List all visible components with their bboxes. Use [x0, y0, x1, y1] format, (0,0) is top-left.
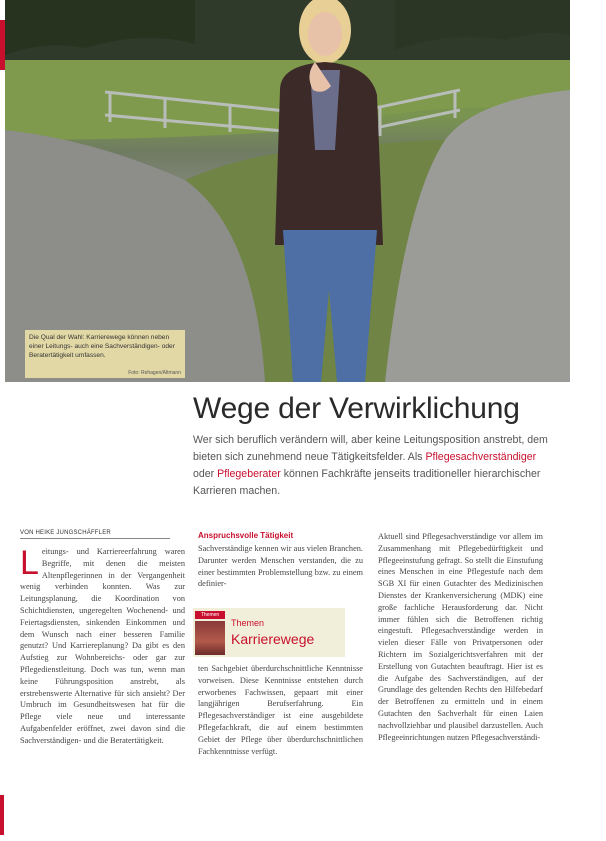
article-lead [193, 432, 553, 500]
column-2-text-a: Sachverständige kennen wir aus vielen Branchen. Darunter werden Menschen verstanden, die zu einer bestimmten Problemstellung bzw. zu einem definier- [198, 544, 363, 589]
column-2-text-b: ten Sachgebiet überdurchschnittliche Kenntnisse vorweisen. Diese Kenntnisse entstehen durch erworbenes Fachwissen, gepaart mit einer langjährigen Berufserfahrung. Ein Pflegesachverständiger ist eine ausgebildete Pflegefachkraft, die auf einem bestimmten Gebiet der Pflege über überdurchschnittlichen Fachkenntnisse verfügt. [198, 664, 363, 756]
column-1-text: eitungs- und Karriereerfahrung waren Begriffe, mit denen die meisten Altenpflegerinnen in der Vergangenheit wenig verbinden konnten. Was zur Leitungsplanung, die Koordination von Schichtdiensten, ungeregelten Wochenend- und Feiertagsdiensten, sinkenden Einkommen und dem Wunsch nach einer besseren Familie genutzt? Und Karriereplanung? Da gibt es den Aufstieg zur Wohnbereichs- oder gar zur Pflegedienstleitung. Doch was tun, wenn man keine Führungsposition anstrebt, als erstrebenswerte Alternative für sich ansieht? Der Umbruch im Gesundheitswesen hat für die Pflege viele neue und interessante Aufgabenfelder eröffnet, zwei davon sind die Sachverständigen- und die Beratertätigkeit. [20, 547, 185, 745]
photo-caption-box [25, 330, 185, 378]
red-edge-marker-bottom [0, 795, 4, 835]
photo-illustration [5, 0, 570, 382]
topic-overline: Themen [231, 618, 265, 628]
lead-part-2: oder [193, 468, 218, 480]
lead-part-1: Wer sich beruflich verändern will, aber keine Leitungsposition anstrebt, dem bieten sich zunehmend neue Tätigkeitsfelder. Als [193, 434, 548, 463]
lead-highlight-2: Pflegeberater [217, 468, 281, 480]
article-byline: VON HEIKE JUNGSCHÄFFLER [20, 530, 170, 539]
photo-credit: Foto: Rehagen/Altmann [128, 370, 181, 376]
lead-part-3: können Fachkräfte jenseits traditioneller hierarchischer Karrieren machen. [193, 468, 541, 497]
topic-thumbnail [195, 621, 225, 655]
sidebar-topic-box [193, 608, 345, 657]
lead-highlight-1: Pflegesachverständiger [425, 451, 537, 463]
topic-title: Karrierewege [231, 631, 315, 647]
article-photo [5, 0, 570, 382]
article-column-1 [20, 546, 185, 747]
photo-caption: Die Qual der Wahl: Karrierewege können neben einer Leitungs- auch eine Sachverständigen- oder Beratertätigkeit umfassen. [29, 334, 175, 359]
column-2-subhead: Anspruchsvolle Tätigkeit [198, 531, 294, 540]
article-column-3: Aktuell sind Pflegesachverständige vor allem im Zusammenhang mit Pflegebedürftigkeit und Pflegeeinstufung gefragt. So stellt die Einstufung eines Menschen in eine Pflegestufe nach dem SGB XI für einen Gutachter des Medizinischen Dienstes der Krankenversicherung (MDK) eine große fachliche Herausforderung dar. Nicht immer fühlen sich die Betroffenen richtig eingestuft. Pflegesachverständige werden in vielen dieser Fälle von Privatpersonen oder Richtern im Sozialgerichtsverfahren mit der Erstellung von Gutachten beauftragt. Hier ist es die Aufgabe des Sachverständigen, auf der Grundlage des geltenden Rechts den Hilfebedarf der Betroffenen zu ermitteln und in einem Gutachten den Sachverhalt für einen Laien nachvollziehbar und plausibel darzustellen. Auch Pflegeeinrichtungen nutzen Pflegesachverständi- [378, 532, 543, 742]
topic-tag: Themen [195, 611, 225, 619]
article-headline: Wege der Verwirklichung [193, 392, 520, 425]
drop-cap: L [20, 544, 39, 582]
